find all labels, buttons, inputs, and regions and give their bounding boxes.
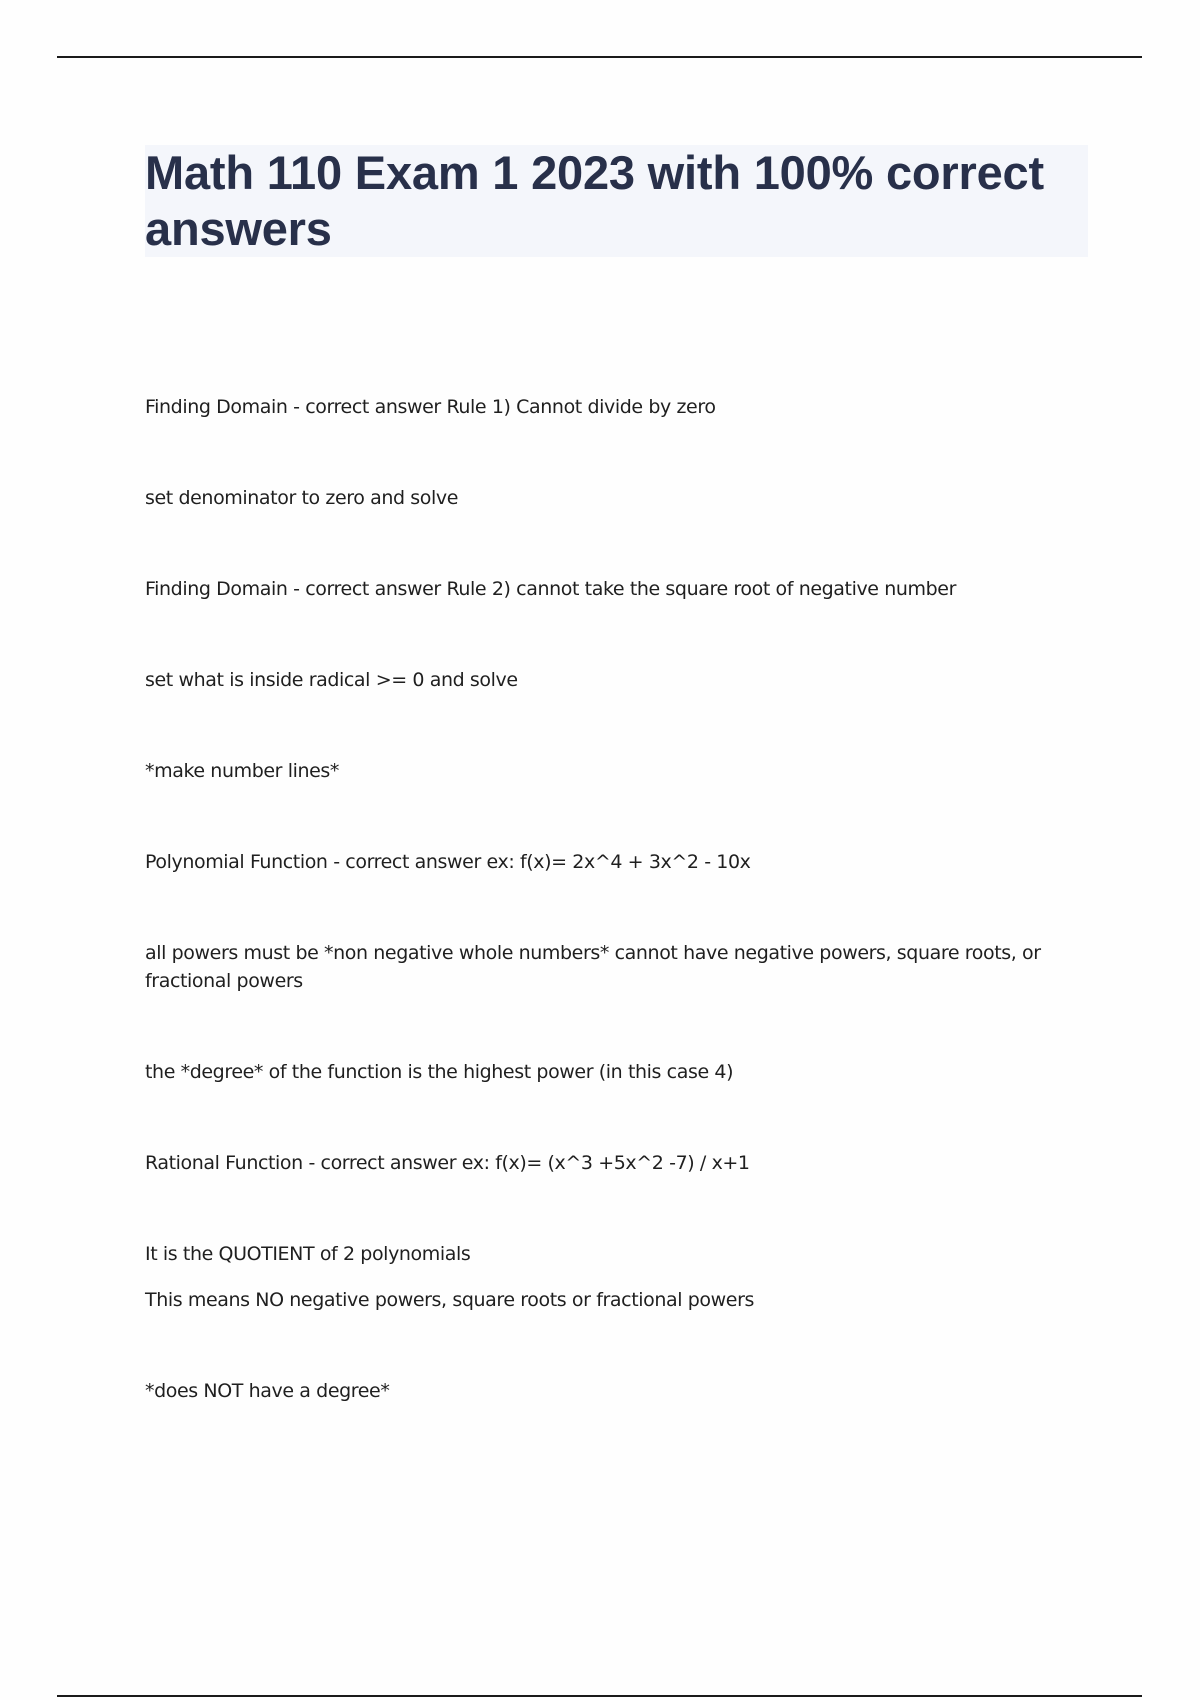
paragraph-polynomial-function: Polynomial Function - correct answer ex: f(x)= 2x^4 + 3x^2 - 10x <box>145 851 751 873</box>
header-rule <box>57 56 1142 58</box>
paragraph-no-negative-powers: This means NO negative powers, square roots or fractional powers <box>145 1289 754 1311</box>
paragraph-denominator: set denominator to zero and solve <box>145 487 459 509</box>
paragraph-domain-rule-1: Finding Domain - correct answer Rule 1) Cannot divide by zero <box>145 396 716 418</box>
paragraph-quotient: It is the QUOTIENT of 2 polynomials <box>145 1243 471 1265</box>
paragraph-degree: the *degree* of the function is the highest power (in this case 4) <box>145 1061 734 1083</box>
paragraph-domain-rule-2: Finding Domain - correct answer Rule 2) cannot take the square root of negative number <box>145 578 956 600</box>
footer-rule <box>57 1695 1142 1697</box>
paragraph-number-lines: *make number lines* <box>145 760 339 782</box>
paragraph-rational-function: Rational Function - correct answer ex: f(x)= (x^3 +5x^2 -7) / x+1 <box>145 1152 750 1174</box>
document-title: Math 110 Exam 1 2023 with 100% correct answers <box>145 146 1044 255</box>
title-block <box>145 145 1088 257</box>
paragraph-radical: set what is inside radical >= 0 and solve <box>145 669 518 691</box>
paragraph-polynomial-powers: all powers must be *non negative whole numbers* cannot have negative powers, square roots, or fractional powers <box>145 942 1041 992</box>
paragraph-no-degree: *does NOT have a degree* <box>145 1380 390 1402</box>
